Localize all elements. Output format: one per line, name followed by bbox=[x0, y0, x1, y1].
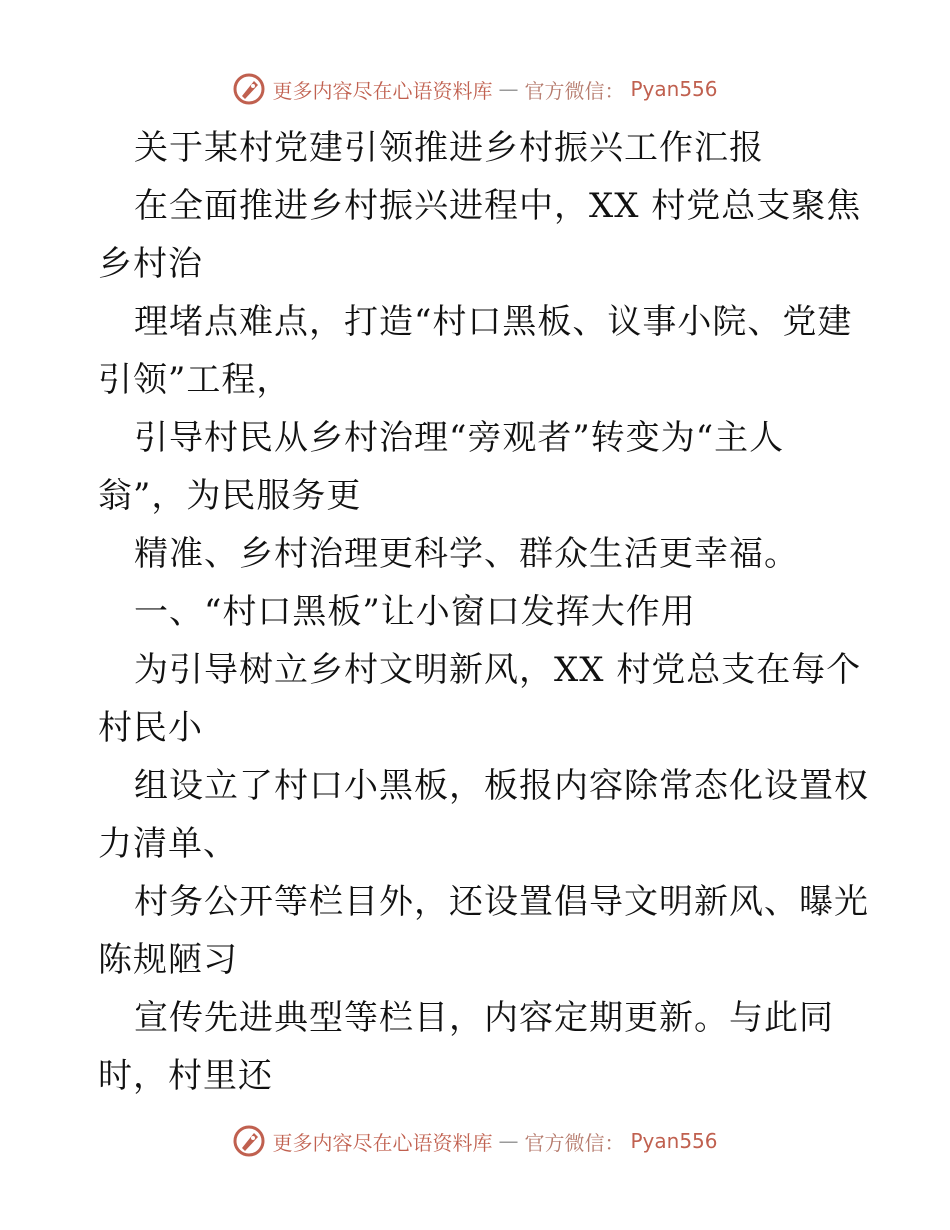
paragraph-line: 村务公开等栏目外，还设置倡导文明新风、曝光 bbox=[134, 882, 869, 922]
section-heading: 一、“村口黑板”让小窗口发挥大作用 bbox=[134, 592, 696, 632]
paragraph-line: 引导村民从乡村治理“旁观者”转变为“主人 bbox=[134, 418, 785, 458]
document-title: 关于某村党建引领推进乡村振兴工作汇报 bbox=[134, 128, 764, 168]
watermark-wechat-id: Pyan556 bbox=[630, 1129, 718, 1153]
watermark-wechat-id: Pyan556 bbox=[630, 77, 718, 101]
watermark-main-text: 更多内容尽在心语资料库 bbox=[272, 78, 493, 103]
paragraph-line: 引领”工程， bbox=[98, 360, 292, 400]
footer-watermark bbox=[0, 1124, 950, 1158]
watermark-main-text: 更多内容尽在心语资料库 bbox=[272, 1130, 493, 1155]
header-watermark bbox=[0, 72, 950, 106]
watermark-separator: — bbox=[498, 1129, 519, 1153]
pen-nib-circle-icon bbox=[232, 1124, 266, 1158]
pen-nib-circle-icon bbox=[232, 72, 266, 106]
paragraph-line: 陈规陋习 bbox=[98, 940, 238, 980]
paragraph-line: 宣传先进典型等栏目，内容定期更新。与此同 bbox=[134, 998, 834, 1038]
paragraph-line: 力清单、 bbox=[98, 824, 238, 864]
watermark-wechat-label: 官方微信： bbox=[524, 78, 625, 103]
paragraph-line: 在全面推进乡村振兴进程中，XX 村党总支聚焦 bbox=[134, 186, 862, 226]
watermark-separator: — bbox=[498, 77, 519, 101]
paragraph-line: 时，村里还 bbox=[98, 1056, 273, 1096]
paragraph-line: 为引导树立乡村文明新风，XX 村党总支在每个 bbox=[134, 650, 862, 690]
watermark-wechat-label: 官方微信： bbox=[524, 1130, 625, 1155]
paragraph-line: 翁”，为民服务更 bbox=[98, 476, 362, 516]
paragraph-line: 精准、乡村治理更科学、群众生活更幸福。 bbox=[134, 534, 799, 574]
paragraph-line: 理堵点难点，打造“村口黑板、议事小院、党建 bbox=[134, 302, 853, 342]
paragraph-line: 乡村治 bbox=[98, 244, 203, 284]
paragraph-line: 组设立了村口小黑板，板报内容除常态化设置权 bbox=[134, 766, 869, 806]
paragraph-line: 村民小 bbox=[98, 708, 203, 748]
